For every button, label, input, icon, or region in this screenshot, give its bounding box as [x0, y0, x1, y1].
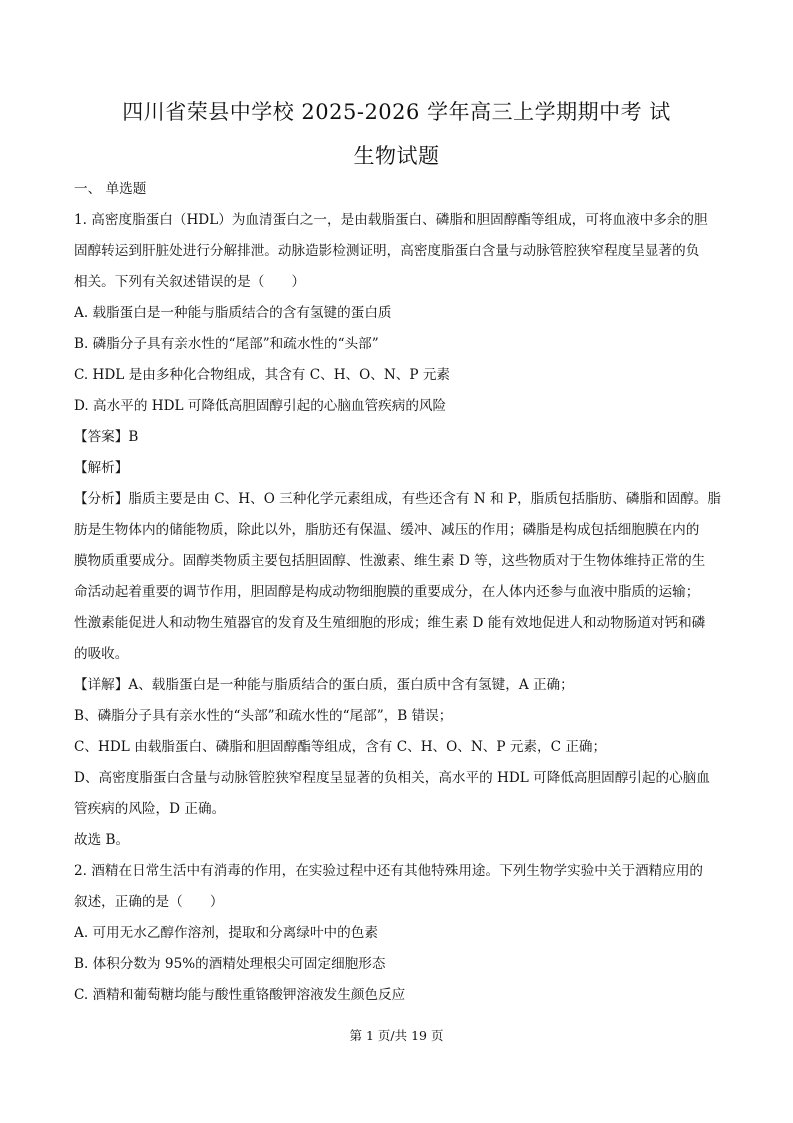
- option-a: A. 可用无水乙醇作溶剂，提取和分离绿叶中的色素: [74, 925, 378, 941]
- conclusion-line: 故选 B。: [74, 832, 130, 848]
- page-footer: 第 1 页/共 19 页: [349, 1028, 444, 1043]
- analysis-line: 的吸收。: [74, 646, 129, 662]
- question-1-line: 相关。下列有关叙述错误的是（ ）: [74, 274, 306, 290]
- analysis-line: 膜物质重要成分。固醇类物质主要包括胆固醇、性激素、维生素 D 等，这些物质对于生物体维持正常的生: [74, 553, 706, 569]
- section-heading: 一、 单选题: [74, 181, 147, 197]
- option-b: B. 体积分数为 95%的酒精处理根尖可固定细胞形态: [74, 956, 386, 972]
- detail-line: C、HDL 由载脂蛋白、磷脂和胆固醇酯等组成，含有 C、H、O、N、P 元素，C 正确；: [74, 739, 607, 755]
- analysis-line: 性激素能促进人和动物生殖器官的发育及生殖细胞的形成；维生素 D 能有效地促进人和动物肠道对钙和磷: [74, 615, 706, 631]
- analysis-line: 肪是生物体内的储能物质，除此以外，脂肪还有保温、缓冲、减压的作用；磷脂是构成包括细胞膜在内的: [74, 522, 700, 538]
- document-subtitle: 生物试题: [353, 144, 440, 168]
- detail-line: B、磷脂分子具有亲水性的“头部”和疏水性的“尾部”，B 错误；: [74, 708, 453, 724]
- document-title: 四川省荣县中学校 2025-2026 学年高三上学期期中考 试: [122, 100, 671, 124]
- analysis-label: 【解析】: [74, 460, 129, 476]
- question-1-line: 1. 高密度脂蛋白（HDL）为血清蛋白之一，是由载脂蛋白、磷脂和胆固醇酯等组成，可将血液中多余的胆: [74, 212, 708, 228]
- analysis-line: 命活动起着重要的调节作用，胆固醇是构成动物细胞膜的重要成分，在人体内还参与血液中脂质的运输；: [74, 584, 700, 600]
- analysis-line: 【分析】脂质主要是由 C、H、O 三种化学元素组成，有些还含有 N 和 P，脂质包括脂肪、磷脂和固醇。脂: [74, 491, 721, 507]
- question-2-line: 2. 酒精在日常生活中有消毒的作用，在实验过程中还有其他特殊用途。下列生物学实验中关于酒精应用的: [74, 863, 704, 879]
- option-c: C. HDL 是由多种化合物组成，其含有 C、H、O、N、P 元素: [74, 367, 451, 383]
- option-a: A. 载脂蛋白是一种能与脂质结合的含有氢键的蛋白质: [74, 305, 392, 321]
- answer-label: 【答案】B: [74, 429, 139, 445]
- detail-line: D、高密度脂蛋白含量与动脉管腔狭窄程度呈显著的负相关，高水平的 HDL 可降低高胆固醇引起的心脑血: [74, 770, 710, 786]
- option-b: B. 磷脂分子具有亲水性的“尾部”和疏水性的“头部”: [74, 336, 379, 352]
- detail-line: 管疾病的风险，D 正确。: [74, 801, 226, 817]
- detail-line: 【详解】A、载脂蛋白是一种能与脂质结合的蛋白质，蛋白质中含有氢键，A 正确；: [74, 677, 574, 693]
- question-2-line: 叙述，正确的是（ ）: [74, 894, 224, 910]
- option-c: C. 酒精和葡萄糖均能与酸性重铬酸钾溶液发生颜色反应: [74, 987, 406, 1003]
- option-d: D. 高水平的 HDL 可降低高胆固醇引起的心脑血管疾病的风险: [74, 398, 447, 414]
- question-1-line: 固醇转运到肝脏处进行分解排泄。动脉造影检测证明，高密度脂蛋白含量与动脉管腔狭窄程度呈显著的负: [74, 243, 700, 259]
